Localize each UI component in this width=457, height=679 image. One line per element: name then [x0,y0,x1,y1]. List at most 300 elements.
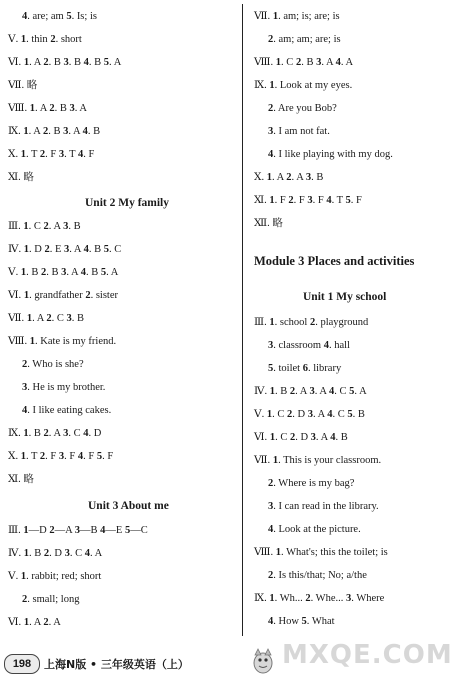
item-number: 2 [44,244,50,255]
item-number: 5 [100,267,107,278]
answer-text: . Who is she? [27,359,84,370]
answer-line [254,385,367,398]
item-number: 1 [269,317,275,328]
answer-text: . rabbit; red; short [26,571,102,582]
item-number: 4 [326,195,332,206]
answer-text: . thin [26,34,51,45]
answer-text: . B [68,221,81,232]
answer-line [254,546,388,559]
answer-text: . Kate is my friend. [35,336,117,347]
answer-text: —C [130,525,148,536]
answer-text: . I can read in the library. [273,501,379,512]
answer-text: . What's; this the toilet; is [281,547,388,558]
answer-text: . B [54,103,70,114]
answer-text: . D [295,432,311,443]
answer-text: . Where [351,593,385,604]
item-number: 2 [46,313,52,324]
item-number: 4 [83,244,89,255]
item-number: 4 [335,57,341,68]
item-number: 2 [305,593,311,604]
item-number: 4 [268,149,274,160]
mascot-icon [250,646,276,676]
answer-text: . T [25,451,40,462]
item-number: 3 [310,432,316,443]
answer-text: . F [83,451,97,462]
answer-text: Ⅷ. [8,103,30,114]
answer-text: . F [45,451,59,462]
answer-text: . E [49,244,65,255]
answer-text: . A [340,57,354,68]
answer-text: Ⅸ. [8,428,24,439]
item-number: 4 [268,524,274,535]
item-number: 6 [302,363,308,374]
answer-line [254,194,362,207]
item-number: 3 [63,57,69,68]
answer-text: . F [64,451,78,462]
item-number: 2 [42,126,49,137]
answer-text: . A [35,103,50,114]
item-number: 2 [268,103,274,114]
answer-text: . C [51,313,67,324]
answer-text: Ⅺ. 略 [8,474,34,485]
answer-line [8,450,113,463]
answer-line [8,102,87,115]
answer-text: Ⅳ. [254,386,270,397]
item-number: 4 [80,267,86,278]
answer-line [8,266,118,279]
answer-text: . C [272,409,287,420]
item-number: 2 [43,428,49,439]
item-number: 3 [63,221,69,232]
answer-line [254,431,348,444]
column-divider [242,4,243,636]
answer-text: . A [314,386,330,397]
answer-text: . C [69,548,85,559]
answer-text: . B [301,57,317,68]
item-number: 5 [349,386,355,397]
item-number: 2 [309,317,316,328]
item-number: 1 [29,103,36,114]
answer-text: . Look at the picture. [273,524,361,535]
answer-text: . Look at my eyes. [274,80,353,91]
item-number: 4 [268,616,274,627]
item-number: 1 [23,617,30,628]
answer-text: . He is my brother. [27,382,106,393]
answer-text: . A [109,57,122,68]
answer-text: . B [311,172,324,183]
answer-text: . A [291,172,306,183]
answer-line [8,473,34,486]
item-number: 3 [268,126,274,137]
answer-text: Ⅷ. [254,57,276,68]
item-number: 2 [43,57,49,68]
answer-text: . A [295,386,310,397]
item-number: 2 [22,359,28,370]
item-number: 2 [43,548,50,559]
answer-text: Ⅶ. [8,313,27,324]
watermark: MXQE.COM [282,640,453,670]
answer-line [254,454,381,467]
answer-line [268,102,337,115]
item-number: 2 [49,103,55,114]
unit-heading: Unit 3 About me [88,500,169,512]
item-number: 3 [268,501,274,512]
answer-line [8,125,100,138]
item-number: 4 [83,428,89,439]
item-number: 4 [100,525,106,536]
item-number: 1 [23,428,29,439]
answer-text: . am; am; are; is [273,34,341,45]
item-number: 4 [323,340,329,351]
answer-text: —B [80,525,101,536]
item-number: 3 [305,172,312,183]
answer-line [254,217,283,230]
item-number: 1 [23,244,29,255]
answer-text: . small; long [27,594,80,605]
answer-text: Ⅺ. 略 [8,172,34,183]
answer-text: Ⅷ. [8,336,30,347]
answer-text: . A [28,126,43,137]
item-number: 3 [74,525,80,536]
item-number: 3 [268,340,274,351]
item-number: 3 [309,386,315,397]
item-number: 2 [268,34,274,45]
answer-text: . Where is my bag? [273,478,355,489]
answer-line [22,404,111,417]
answer-line [268,362,341,375]
item-number: 1 [23,221,29,232]
item-number: 4 [22,11,28,22]
item-number: 2 [268,570,274,581]
answer-text: Ⅹ. [8,451,21,462]
answer-text: —E [105,525,125,536]
answer-text: Ⅹ. [8,149,21,160]
item-number: 4 [327,409,333,420]
item-number: 5 [103,244,109,255]
answer-text: . classroom [273,340,324,351]
item-number: 5 [345,195,351,206]
item-number: 3 [307,409,313,420]
answer-line [8,570,101,583]
answer-text: Ⅴ. [254,409,267,420]
answer-text: . toilet [273,363,303,374]
item-number: 2 [288,195,294,206]
answer-text: . A [32,313,47,324]
answer-text: . A [315,432,331,443]
item-number: 5 [347,409,353,420]
item-number: 1 [266,172,272,183]
answer-text: . What [306,616,335,627]
item-number: 1 [269,80,275,91]
item-number: 4 [78,149,84,160]
answer-text: . B [352,409,365,420]
item-number: 4 [77,451,84,462]
answer-line [22,10,97,23]
answer-text: . B [48,126,64,137]
answer-text: . C [332,409,348,420]
item-number: 1 [275,547,282,558]
answer-text: Ⅸ. [8,126,24,137]
unit-heading: Unit 2 My family [85,197,170,209]
answer-text: . F [102,451,114,462]
answer-text: . B [48,57,64,68]
answer-text: . B [88,57,104,68]
answer-text: . B [28,428,44,439]
item-number: 3 [346,593,352,604]
answer-text: . B [46,267,62,278]
answer-text: . A [48,617,61,628]
answer-text: . B [335,432,348,443]
answer-text: . Wh... [274,593,306,604]
answer-line [268,148,393,161]
answer-text: Ⅵ. [8,617,24,628]
item-number: 2 [289,432,296,443]
answer-line [268,477,354,490]
item-number: 1 [20,571,27,582]
item-number: 1 [23,126,29,137]
item-number: 3 [22,382,28,393]
answer-text: —A [54,525,75,536]
answer-line [8,220,81,233]
item-number: 1 [23,57,30,68]
answer-text: . A [66,267,81,278]
answer-text: . D [49,548,65,559]
answer-line [8,427,101,440]
answer-line [254,10,340,23]
item-number: 1 [269,386,275,397]
answer-text: . B [85,267,101,278]
item-number: 3 [307,195,313,206]
answer-text: Ⅸ. [254,80,270,91]
answer-text: . C [281,57,296,68]
item-number: 4 [22,405,28,416]
book-title: 上海N版 • 三年级英语（上） [44,658,189,671]
answer-line [268,125,330,138]
answer-text: . How [273,616,302,627]
answer-text: . B [26,267,41,278]
answer-line [254,316,368,329]
answer-text: . This is your classroom. [278,455,382,466]
answer-text: . I like eating cakes. [27,405,112,416]
item-number: 1 [266,409,273,420]
answer-text: . B [29,548,44,559]
answer-text: . A [69,244,84,255]
item-number: 1 [23,290,30,301]
answer-line [254,79,352,92]
answer-text: . A [48,221,64,232]
answer-line [8,616,61,629]
answer-text: . D [292,409,308,420]
answer-text: Ⅶ. [254,11,273,22]
answer-text: . F [312,195,327,206]
item-number: 4 [83,57,89,68]
answer-line [8,33,82,46]
answer-text: . A [312,409,328,420]
item-number: 1 [29,336,36,347]
answer-text: Ⅴ. [8,34,21,45]
answer-text: Ⅶ. [254,455,273,466]
item-number: 1 [26,313,33,324]
answer-line [8,243,121,256]
answer-text: . A [321,57,336,68]
answer-text: . grandfather [29,290,86,301]
answer-text: . F [83,149,95,160]
item-number: 3 [58,149,65,160]
item-number: 4 [330,432,336,443]
answer-text: Ⅵ. [254,432,270,443]
answer-text: . C [68,428,84,439]
answer-text: Ⅲ. [254,317,270,328]
item-number: 2 [43,617,49,628]
answer-text: . Whe... [310,593,347,604]
answer-line [254,56,353,69]
answer-line [254,408,365,421]
answer-line [8,171,34,184]
item-number: 2 [289,386,296,397]
answer-text: Ⅴ. [8,267,21,278]
item-number: 5 [301,616,307,627]
answer-line [8,79,37,92]
item-number: 1 [272,11,279,22]
item-number: 3 [69,103,75,114]
answer-text: Ⅳ. [8,548,24,559]
answer-text: . school [274,317,310,328]
answer-text: Ⅴ. [8,571,21,582]
answer-line [8,547,102,560]
item-number: 2 [268,478,274,489]
item-number: 1 [269,432,276,443]
answer-line [8,148,94,161]
item-number: 1 [275,57,282,68]
item-number: 2 [295,57,302,68]
answer-text: . library [307,363,342,374]
answer-text: . sister [90,290,118,301]
item-number: 3 [64,548,70,559]
answer-text: . F [350,195,362,206]
item-number: 5 [96,451,103,462]
answer-text: . T [64,149,79,160]
answer-text: Ⅵ. [8,290,24,301]
answer-text: Ⅸ. [254,593,270,604]
answer-line [268,500,379,513]
answer-text: . Are you Bob? [273,103,337,114]
item-number: 1 [23,548,29,559]
answer-text: . Is this/that; No; a/the [273,570,367,581]
answer-text: . T [331,195,346,206]
answer-line [8,312,84,325]
item-number: 2 [43,221,49,232]
answer-line [268,523,361,536]
item-number: 2 [286,172,292,183]
module-heading: Module 3 Places and activities [254,254,415,268]
answer-text: . hall [328,340,350,351]
answer-text: . C [334,386,350,397]
item-number: 1 [20,451,26,462]
unit-heading: Unit 1 My school [303,291,387,303]
answer-text: Ⅳ. [8,244,24,255]
answer-line [22,381,105,394]
answer-text: . A [29,617,44,628]
item-number: 1 [20,267,27,278]
answer-text: . A [48,428,64,439]
answer-text: . D [88,428,102,439]
answer-text: . A [74,103,88,114]
item-number: 4 [329,386,335,397]
item-number: 1 [20,149,26,160]
answer-text: . D [29,244,45,255]
answer-text: . T [25,149,40,160]
answer-text: Ⅲ. [8,525,24,536]
answer-text: Ⅹ. [254,172,267,183]
answer-text: . playground [315,317,369,328]
answer-line [22,593,79,606]
answer-text: Ⅷ. [254,547,276,558]
answer-text: . A [90,548,103,559]
item-number: 1 [269,593,275,604]
answer-text: . I like playing with my dog. [273,149,393,160]
item-number: 1 [23,525,29,536]
item-number: 2 [50,34,56,45]
answer-text: . A [354,386,367,397]
item-number: 3 [63,428,69,439]
item-number: 3 [316,57,322,68]
item-number: 3 [61,267,67,278]
answer-text: . C [108,244,122,255]
item-number: 2 [85,290,91,301]
item-number: 2 [39,149,46,160]
answer-text: . B [71,313,85,324]
answer-text: . A [68,126,83,137]
answer-text: . B [88,244,104,255]
item-number: 1 [20,34,27,45]
answer-text: . short [55,34,82,45]
answer-line [268,615,335,628]
answer-line [268,33,341,46]
answer-text: . F [45,149,59,160]
answer-text: . A [271,172,287,183]
item-number: 2 [40,267,47,278]
answer-text: . B [68,57,84,68]
answer-text: Ⅶ. 略 [8,80,38,91]
answer-text: —D [28,525,50,536]
answer-text: . A [106,267,119,278]
answer-line [8,524,148,537]
answer-line [22,358,84,371]
item-number: 2 [49,525,55,536]
answer-text: . C [275,432,290,443]
answer-text: . C [28,221,44,232]
item-number: 5 [66,11,72,22]
answer-text: . am; is; are; is [278,11,340,22]
answer-text: . B [87,126,101,137]
item-number: 2 [22,594,28,605]
item-number: 4 [84,548,90,559]
answer-text: . F [293,195,308,206]
item-number: 4 [82,126,88,137]
answer-text: . A [29,57,44,68]
item-number: 1 [269,195,275,206]
answer-line [268,569,367,582]
page-number: 198 [4,654,40,674]
item-number: 5 [268,363,274,374]
answer-line [8,335,116,348]
item-number: 1 [272,455,279,466]
answer-line [268,339,350,352]
answer-text: . I am not fat. [273,126,330,137]
item-number: 3 [63,126,69,137]
answer-text: Ⅲ. [8,221,24,232]
item-number: 3 [66,313,72,324]
